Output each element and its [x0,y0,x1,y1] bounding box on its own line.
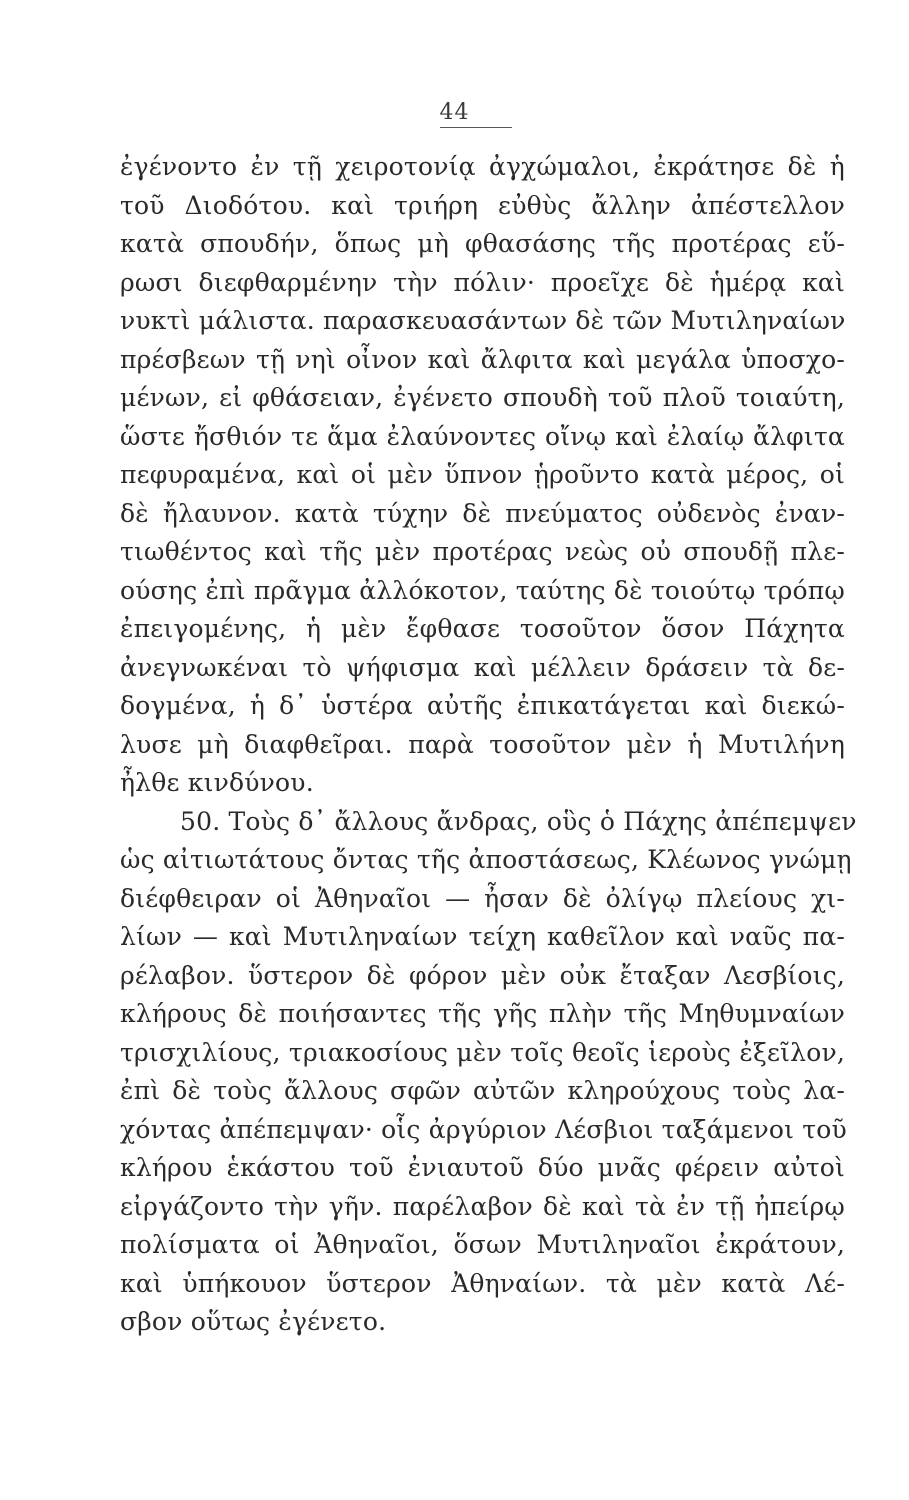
text-line: ἐπειγομένης, ἡ μὲν ἔφθασε τοσοῦτον ὅσον Πάχητα [120,614,845,643]
text-line: νυκτὶ μάλιστα. παρασκευασάντων δὲ τῶν Μυτιληναίων [120,306,846,335]
text-line: διέφθειραν οἱ Ἀθηναῖοι — ἦσαν δὲ ὀλίγῳ πλείους χι- [120,883,845,913]
text-line: λίων — καὶ Μυτιληναίων τείχη καθεῖλον καὶ ναῦς πα- [120,922,845,951]
text-line: τρισχιλίους, τριακοσίους μὲν τοῖς θεοῖς ἱεροὺς ἐξεῖλον, [120,1037,845,1067]
text-line: κλήρου ἑκάστου τοῦ ἐνιαυτοῦ δύο μνᾶς φέρειν αὐτοὶ [120,1153,845,1182]
text-line: πεφυραμένα, καὶ οἱ μὲν ὕπνον ᾑροῦντο κατὰ μέρος, οἱ [120,460,845,489]
text-line: ὥστε ἤσθιόν τε ἅμα ἐλαύνοντες οἴνῳ καὶ ἐλαίῳ ἄλφιτα [120,421,845,451]
text-line: μένων, εἰ φθάσειαν, ἐγένετο σπουδὴ τοῦ πλοῦ τοιαύτη, [120,383,845,412]
text-line: ὡς αἰτιωτάτους ὄντας τῆς ἀποστάσεως, Κλέωνος γνώμῃ [120,845,852,874]
text-line: καὶ ὑπήκουον ὕστερον Ἀθηναίων. τὰ μὲν κατὰ Λέ- [120,1268,845,1298]
text-line: ρωσι διεφθαρμένην τὴν πόλιν· προεῖχε δὲ ἡμέρᾳ καὶ [120,267,845,297]
text-line: κατὰ σπουδήν, ὅπως μὴ φθασάσης τῆς προτέρας εὕ- [120,229,845,258]
text-line: δὲ ἤλαυνον. κατὰ τύχην δὲ πνεύματος οὐδενὸς ἐναν- [120,498,845,528]
text-line: λυσε μὴ διαφθεῖραι. παρὰ τοσοῦτον μὲν ἡ Μυτιλήνη [120,729,845,759]
section-start-line: 50. Τοὺς δ᾽ ἄλλους ἄνδρας, οὓς ὁ Πάχης ἀπέπεμψεν [180,806,857,836]
body-text [120,148,857,1342]
text-line: ούσης ἐπὶ πρᾶγμα ἀλλόκοτον, ταύτης δὲ τοιούτῳ τρόπῳ [120,575,845,605]
text-line: πολίσματα οἱ Ἀθηναῖοι, ὅσων Μυτιληναῖοι ἐκράτουν, [120,1230,845,1259]
text-line: δογμένα, ἡ δ᾽ ὑστέρα αὐτῆς ἐπικατάγεται καὶ διεκώ- [120,691,845,720]
text-line: τοῦ Διοδότου. καὶ τριήρη εὐθὺς ἄλλην ἀπέστελλον [120,190,845,220]
text-line: ἐπὶ δὲ τοὺς ἄλλους σφῶν αὐτῶν κληρούχους τοὺς λα- [120,1076,845,1105]
text-line: ρέλαβον. ὕστερον δὲ φόρον μὲν οὐκ ἔταξαν Λεσβίοις, [120,960,845,990]
page-number-rule [440,127,512,128]
text-line: ἦλθε κινδύνου. [120,768,314,797]
text-line: σβον οὕτως ἐγένετο. [120,1307,387,1336]
text-line: εἰργάζοντο τὴν γῆν. παρέλαβον δὲ καὶ τὰ ἐν τῇ ἠπείρῳ [120,1191,845,1221]
text-line: χόντας ἀπέπεμψαν· οἷς ἀργύριον Λέσβιοι ταξάμενοι τοῦ [120,1114,847,1144]
text-line: ἀνεγνωκέναι τὸ ψήφισμα καὶ μέλλειν δράσειν τὰ δε- [120,652,845,682]
text-line: τιωθέντος καὶ τῆς μὲν προτέρας νεὼς οὐ σπουδῇ πλε- [120,537,845,566]
text-line: πρέσβεων τῇ νηὶ οἶνον καὶ ἄλφιτα καὶ μεγάλα ὑποσχο- [120,344,845,374]
text-line: ἐγένοντο ἐν τῇ χειροτονίᾳ ἀγχώμαλοι, ἐκράτησε δὲ ἡ [120,152,845,181]
text-line: κλήρους δὲ ποιήσαντες τῆς γῆς πλὴν τῆς Μηθυμναίων [120,999,845,1028]
page-number: 44 [439,100,470,125]
